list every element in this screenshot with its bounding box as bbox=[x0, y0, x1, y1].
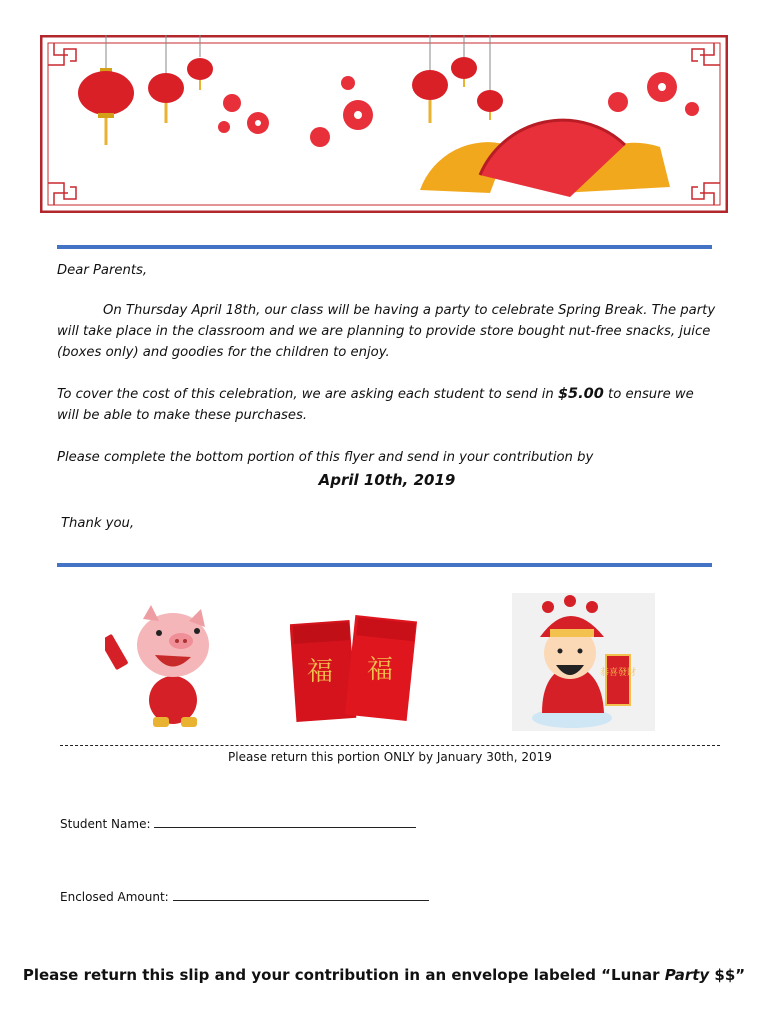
god-of-wealth-image bbox=[512, 593, 655, 731]
enclosed-amount-field[interactable] bbox=[60, 888, 429, 904]
header-banner bbox=[40, 35, 728, 213]
bottom-divider bbox=[57, 563, 712, 567]
student-name-label: Student Name: bbox=[60, 817, 151, 831]
cut-line bbox=[60, 745, 720, 746]
student-name-field[interactable] bbox=[60, 815, 416, 831]
footer-start: Please return this slip and your contribution in an envelope labeled “Lunar bbox=[22, 966, 665, 984]
paragraph-2-start: To cover the cost of this celebration, we are asking each student to send in bbox=[57, 387, 558, 402]
letter-paragraph-3: Please complete the bottom portion of this flyer and send in your contribution by bbox=[57, 450, 594, 465]
student-name-line[interactable] bbox=[154, 815, 416, 828]
paragraph-2-end: to ensure we will be able to make these purchases. bbox=[57, 387, 694, 423]
god-of-wealth-icon bbox=[512, 593, 655, 731]
letter-paragraph-2 bbox=[57, 384, 717, 426]
return-note: Please return this portion ONLY by January 30th, 2019 bbox=[228, 750, 552, 764]
greeting: Dear Parents, bbox=[57, 263, 148, 278]
envelope-character: 福 bbox=[366, 655, 394, 685]
top-divider bbox=[57, 245, 712, 249]
letter-paragraph-1: On Thursday April 18th, our class will be having a party to celebrate Spring Break. The party will take place in the classroom and we are planning to provide store bought nut-free snacks, juice (boxes only) and goodies for the children to enjoy. bbox=[57, 303, 716, 360]
contribution-deadline: April 10th, 2019 bbox=[318, 471, 456, 489]
footer-end: $$” bbox=[709, 966, 746, 984]
envelope-character: 福 bbox=[306, 657, 334, 687]
closing: Thank you, bbox=[61, 516, 135, 531]
letter-body bbox=[57, 260, 717, 534]
lunar-banner-illustration bbox=[40, 35, 728, 213]
pig-icon bbox=[105, 605, 225, 730]
scroll-characters: 恭喜發財 bbox=[599, 668, 637, 678]
red-envelope-icon bbox=[290, 610, 420, 730]
enclosed-amount-label: Enclosed Amount: bbox=[60, 890, 169, 904]
pig-image bbox=[105, 605, 225, 730]
enclosed-amount-line[interactable] bbox=[173, 888, 429, 901]
footer-italic: Party bbox=[664, 966, 710, 984]
contribution-amount: $5.00 bbox=[557, 386, 604, 402]
footer-instruction bbox=[0, 966, 768, 984]
red-envelopes-image bbox=[290, 610, 420, 730]
